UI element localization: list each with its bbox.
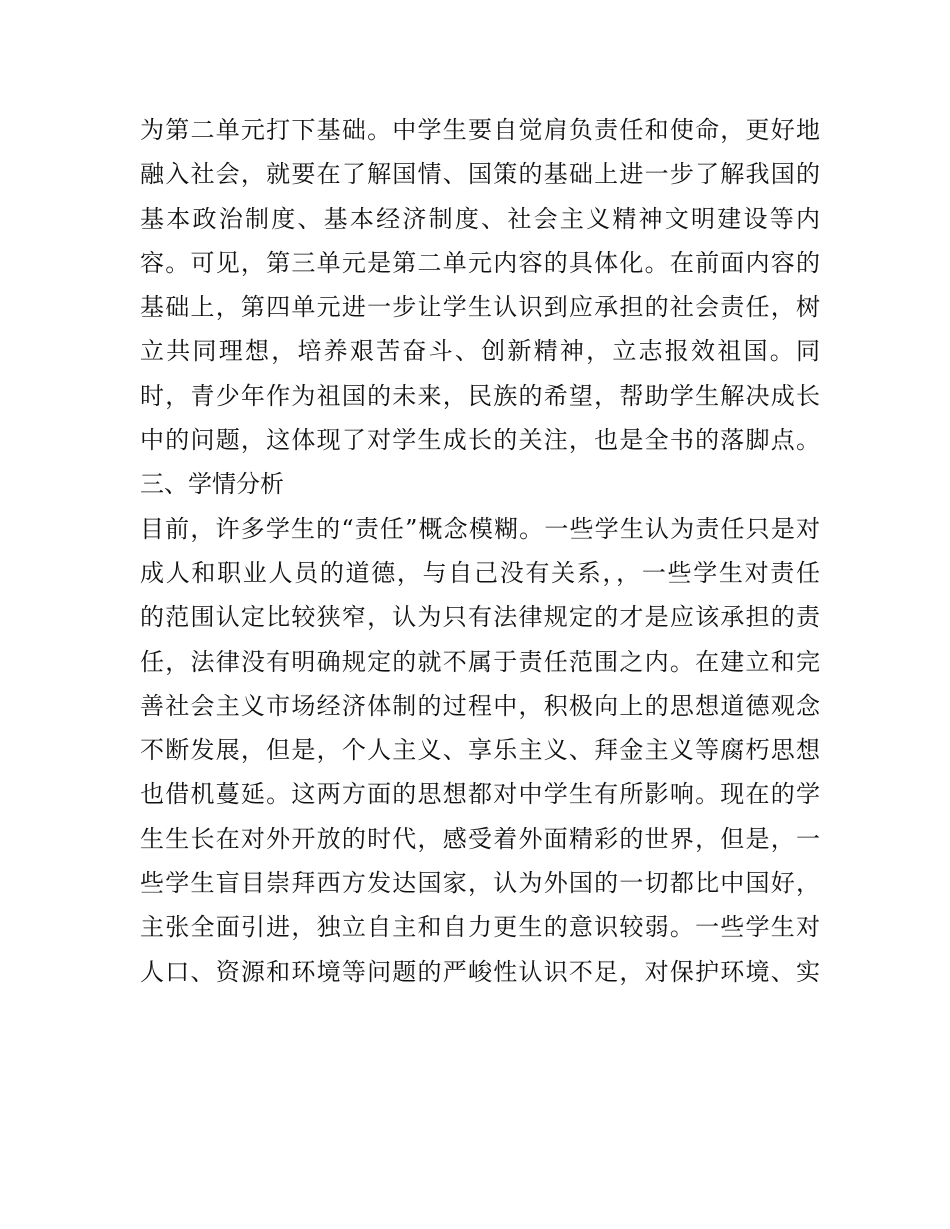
text-line: 融入社会，就要在了解国情、国策的基础上进一步了解我国的 — [140, 160, 820, 189]
text-line: 目前，许多学生的“责任”概念模糊。一些学生认为责任只是对 — [140, 514, 820, 543]
text-line: 中的问题，这体现了对学生成长的关注，也是全书的落脚点。 — [140, 426, 820, 455]
body-text — [140, 108, 820, 994]
section-heading: 三、学情分析 — [140, 470, 284, 499]
text-line: 基本政治制度、基本经济制度、社会主义精神文明建设等内 — [140, 204, 820, 233]
text-line: 基础上，第四单元进一步让学生认识到应承担的社会责任，树 — [140, 293, 820, 322]
text-line: 善社会主义市场经济体制的过程中，积极向上的思想道德观念 — [140, 691, 820, 720]
text-line: 成人和职业人员的道德，与自己没有关系，，一些学生对责任 — [140, 558, 820, 587]
text-line: 为第二单元打下基础。中学生要自觉肩负责任和使命，更好地 — [140, 116, 820, 144]
text-line: 时，青少年作为祖国的未来，民族的希望，帮助学生解决成长 — [140, 381, 820, 410]
text-line: 的范围认定比较狭窄，认为只有法律规定的才是应该承担的责 — [140, 603, 820, 632]
text-line: 任，法律没有明确规定的就不属于责任范围之内。在建立和完 — [140, 647, 820, 676]
text-line: 人口、资源和环境等问题的严峻性认识不足，对保护环境、实 — [140, 957, 820, 986]
text-line: 生生长在对外开放的时代，感受着外面精彩的世界，但是，一 — [140, 824, 820, 853]
text-line: 也借机蔓延。这两方面的思想都对中学生有所影响。现在的学 — [140, 780, 820, 809]
text-line: 不断发展，但是，个人主义、享乐主义、拜金主义等腐朽思想 — [140, 736, 820, 765]
text-line: 容。可见，第三单元是第二单元内容的具体化。在前面内容的 — [140, 248, 820, 277]
text-line: 主张全面引进，独立自主和自力更生的意识较弱。一些学生对 — [140, 913, 820, 942]
text-line: 些学生盲目崇拜西方发达国家，认为外国的一切都比中国好， — [140, 869, 820, 898]
text-line: 立共同理想，培养艰苦奋斗、创新精神，立志报效祖国。同 — [140, 337, 820, 366]
